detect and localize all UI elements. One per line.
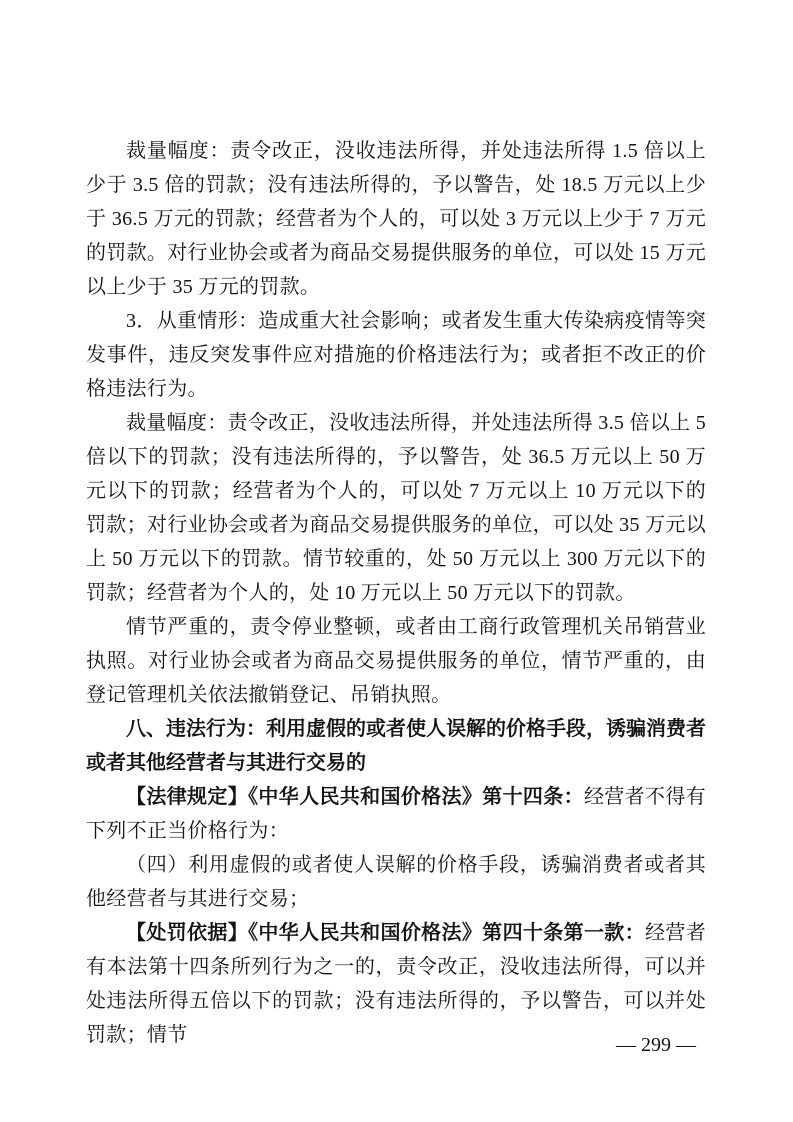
para-penalty-basis — [86, 916, 706, 1052]
text-run: （四）利用虚假的或者使人误解的价格手段，诱骗消费者或者其他经营者与其进行交易； — [86, 854, 706, 910]
para-aggravating-circumstances — [86, 304, 706, 406]
para-legal-provision — [86, 780, 706, 848]
para-discretion-range-ordinary — [86, 134, 706, 304]
para-item-four — [86, 848, 706, 916]
para-serious-circumstances — [86, 610, 706, 712]
bold-text-run: 【法律规定】《中华人民共和国价格法》第十四条： — [126, 786, 584, 808]
para-discretion-range-aggravated — [86, 406, 706, 610]
document-body — [86, 134, 706, 1052]
section-heading-item-8 — [86, 712, 706, 780]
text-run: 经营者有本法第十四条所列行为之一的，责令改正，没收违法所得，可以并处违法所得五倍以下的罚款；没有违法所得的，予以警告，可以并处罚款；情节 — [86, 922, 706, 1046]
text-run: 3．从重情形：造成重大社会影响；或者发生重大传染病疫情等突发事件，违反突发事件应对措施的价格违法行为；或者拒不改正的价格违法行为。 — [86, 310, 706, 400]
bold-text-run: 八、违法行为：利用虚假的或者使人误解的价格手段，诱骗消费者或者其他经营者与其进行交易的 — [86, 718, 706, 774]
text-run: 情节严重的，责令停业整顿，或者由工商行政管理机关吊销营业执照。对行业协会或者为商品交易提供服务的单位，情节严重的，由登记管理机关依法撤销登记、吊销执照。 — [86, 616, 706, 706]
page-number: — 299 — — [616, 1034, 696, 1056]
text-run: 裁量幅度：责令改正，没收违法所得，并处违法所得 3.5 倍以上 5 倍以下的罚款；没有违法所得的，予以警告，处 36.5 万元以上 50 万元以下的罚款；经营者为个人的，可以处 7 万元以上 10 万元以下的罚款；对行业协会或者为商品交易提供服务的单位，可以处 35 万元以上 50 万元以下的罚款。情节较重的，处 50 万元以上 300 万元以下的罚款；经营者为个人的，处 10 万元以上 50 万元以下的罚款。 — [86, 412, 706, 604]
text-run: 裁量幅度：责令改正，没收违法所得，并处违法所得 1.5 倍以上少于 3.5 倍的罚款；没有违法所得的，予以警告，处 18.5 万元以上少于 36.5 万元的罚款；经营者为个人的，可以处 3 万元以上少于 7 万元的罚款。对行业协会或者为商品交易提供服务的单位，可以处 15 万元以上少于 35 万元的罚款。 — [86, 140, 706, 298]
text-run: 经营者不得有下列不正当价格行为： — [86, 786, 706, 842]
bold-text-run: 【处罚依据】《中华人民共和国价格法》第四十条第一款： — [126, 922, 645, 944]
